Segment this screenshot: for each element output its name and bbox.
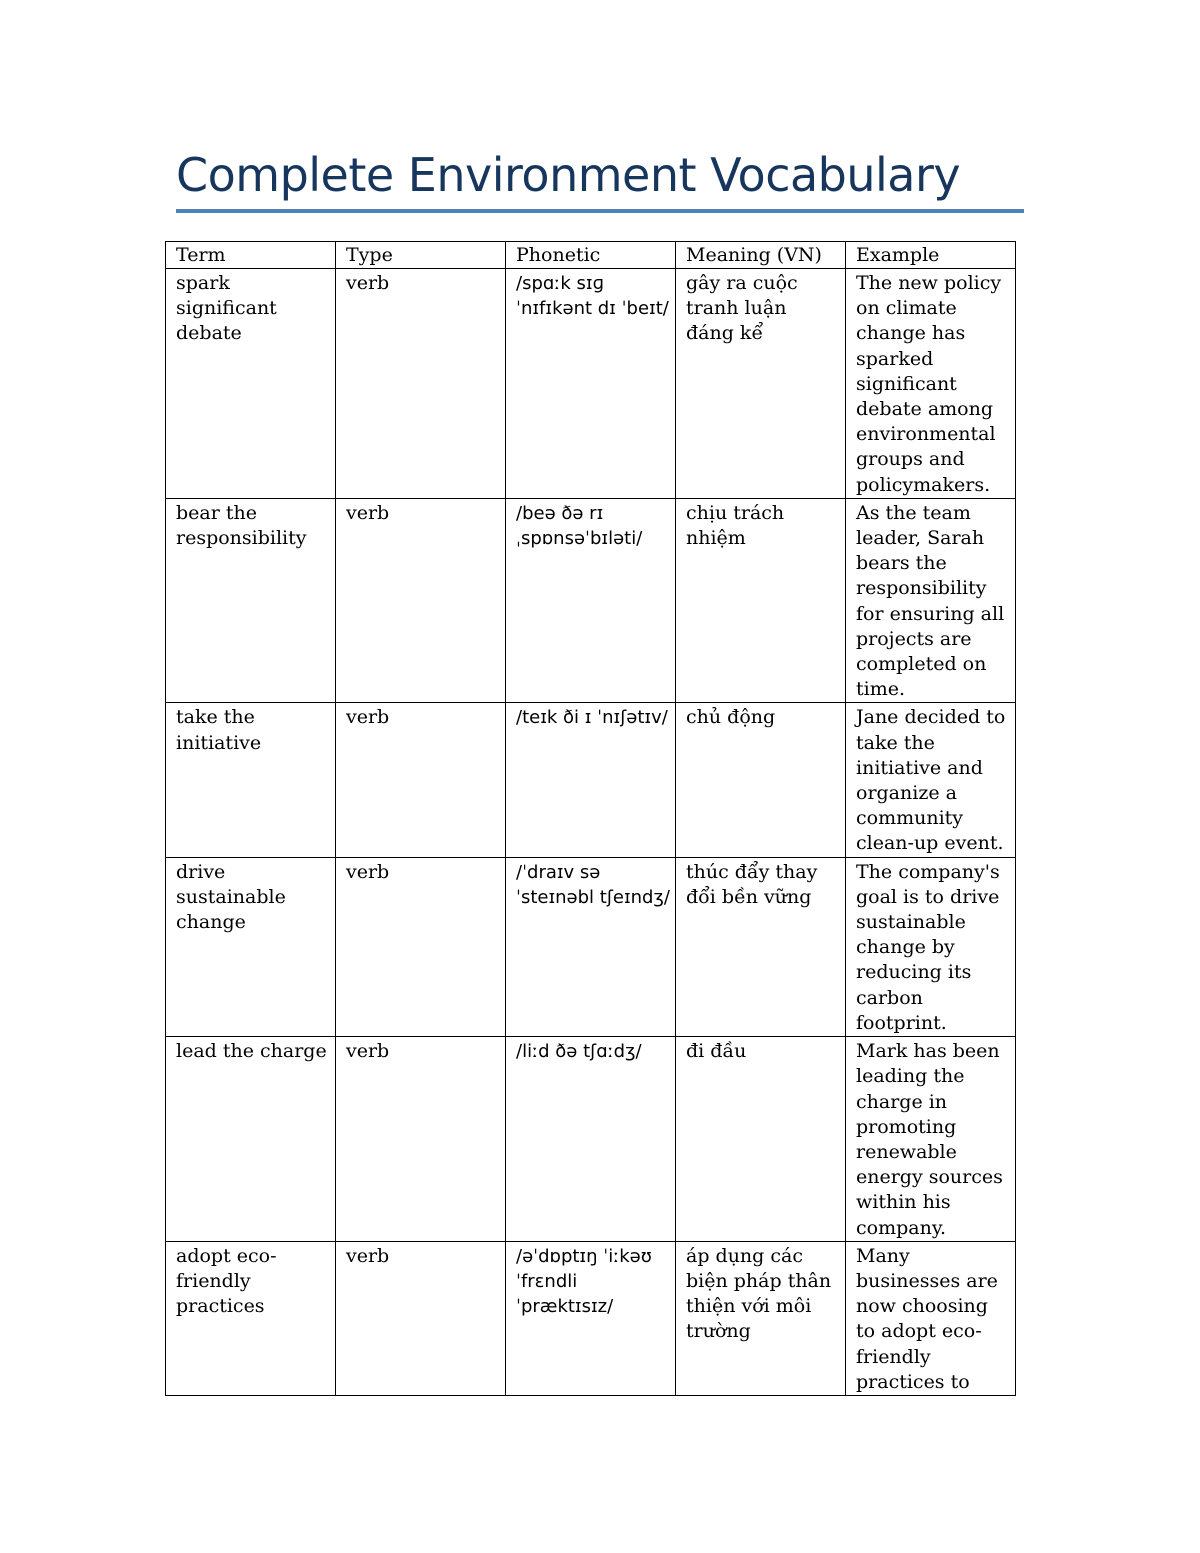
- cell-type: verb: [336, 703, 506, 857]
- cell-meaning: gây ra cuộc tranh luận đáng kể: [676, 269, 846, 499]
- table-row: [166, 857, 1016, 1036]
- cell-term: lead the charge: [166, 1037, 336, 1242]
- cell-type: verb: [336, 498, 506, 703]
- vocabulary-table: [165, 241, 1016, 1396]
- cell-example: The new policy on climate change has sparked significant debate among environmental groups and policymakers.: [846, 269, 1016, 499]
- cell-term: bear the responsibility: [166, 498, 336, 703]
- cell-meaning: chịu trách nhiệm: [676, 498, 846, 703]
- cell-phonetic: /ˈdraɪv sə ˈsteɪnəbl tʃeɪndʒ/: [506, 857, 676, 1036]
- cell-type: verb: [336, 269, 506, 499]
- cell-example: As the team leader, Sarah bears the responsibility for ensuring all projects are completed on time.: [846, 498, 1016, 703]
- header-type: Type: [336, 242, 506, 269]
- header-example: Example: [846, 242, 1016, 269]
- cell-phonetic: /beə ðə rɪ ˌspɒnsəˈbɪləti/: [506, 498, 676, 703]
- cell-example: Many businesses are now choosing to adopt eco-friendly practices to: [846, 1241, 1016, 1395]
- table-row: [166, 703, 1016, 857]
- cell-phonetic: /əˈdɒptɪŋ ˈiːkəʊ ˈfrɛndli ˈpræktɪsɪz/: [506, 1241, 676, 1395]
- cell-meaning: đi đầu: [676, 1037, 846, 1242]
- page-title: Complete Environment Vocabulary: [176, 148, 961, 202]
- cell-phonetic: /teɪk ði ɪ ˈnɪʃətɪv/: [506, 703, 676, 857]
- cell-example: The company's goal is to drive sustainable change by reducing its carbon footprint.: [846, 857, 1016, 1036]
- cell-meaning: chủ động: [676, 703, 846, 857]
- cell-example: Mark has been leading the charge in promoting renewable energy sources within his company.: [846, 1037, 1016, 1242]
- header-meaning: Meaning (VN): [676, 242, 846, 269]
- header-phonetic: Phonetic: [506, 242, 676, 269]
- cell-term: spark significant debate: [166, 269, 336, 499]
- title-underline: [176, 209, 1024, 213]
- cell-type: verb: [336, 857, 506, 1036]
- cell-phonetic: /liːd ðə tʃɑːdʒ/: [506, 1037, 676, 1242]
- cell-phonetic: /spɑːk sɪɡ ˈnɪfɪkənt dɪ ˈbeɪt/: [506, 269, 676, 499]
- cell-meaning: thúc đẩy thay đổi bền vững: [676, 857, 846, 1036]
- table-row: [166, 498, 1016, 703]
- header-term: Term: [166, 242, 336, 269]
- cell-term: take the initiative: [166, 703, 336, 857]
- table-row: [166, 269, 1016, 499]
- cell-type: verb: [336, 1037, 506, 1242]
- table-header-row: [166, 242, 1016, 269]
- table-row: [166, 1037, 1016, 1242]
- cell-example: Jane decided to take the initiative and organize a community clean-up event.: [846, 703, 1016, 857]
- cell-term: drive sustainable change: [166, 857, 336, 1036]
- cell-term: adopt eco-friendly practices: [166, 1241, 336, 1395]
- table-row: [166, 1241, 1016, 1395]
- cell-type: verb: [336, 1241, 506, 1395]
- cell-meaning: áp dụng các biện pháp thân thiện với môi trường: [676, 1241, 846, 1395]
